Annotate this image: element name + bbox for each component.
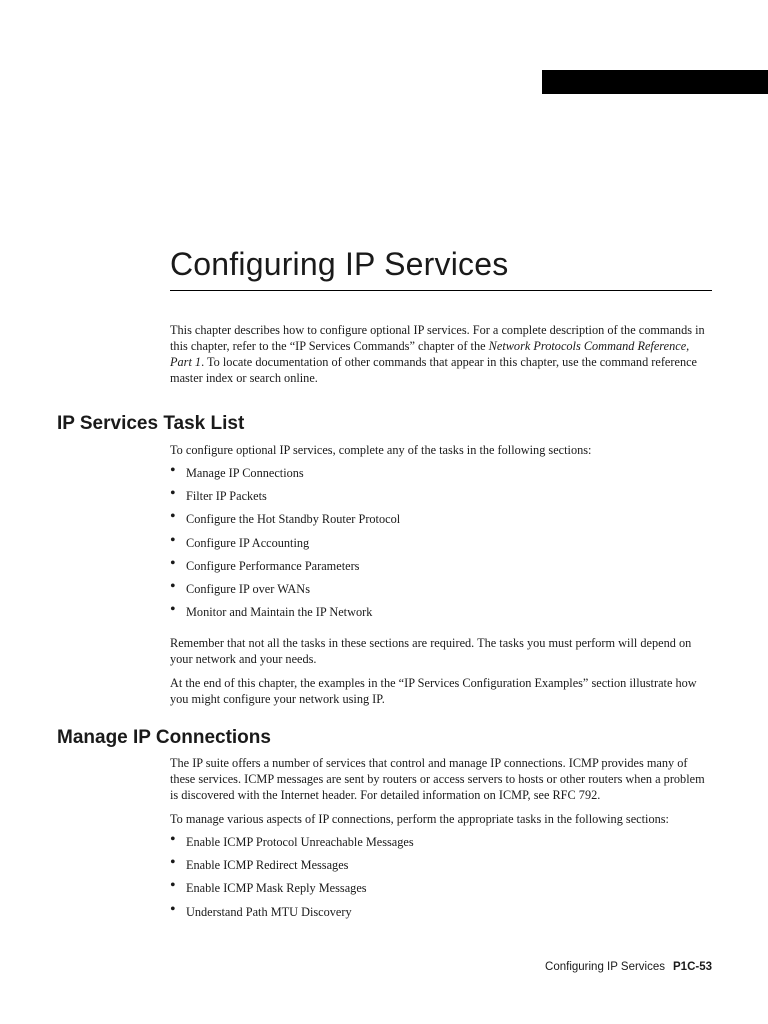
task-list-note: Remember that not all the tasks in these sections are required. The tasks you must perform will depend on your network and your needs.: [170, 636, 692, 667]
manage-ip-task-list: [170, 834, 710, 927]
list-item: • Enable ICMP Redirect Messages: [170, 857, 710, 880]
list-item: • Manage IP Connections: [170, 465, 710, 488]
list-item: • Filter IP Packets: [170, 488, 710, 511]
title-divider: [170, 290, 712, 291]
list-item: • Monitor and Maintain the IP Network: [170, 604, 710, 627]
list-item: • Understand Path MTU Discovery: [170, 904, 710, 927]
manage-ip-lead: To manage various aspects of IP connections, perform the appropriate tasks in the following sections:: [170, 812, 669, 826]
manage-ip-paragraph: The IP suite offers a number of services that control and manage IP connections. ICMP provides many of these services. ICMP messages are sent by routers or access servers to hosts or other routers when a problem is discovered with the Internet header. For detailed information on ICMP, see RFC 792.: [170, 756, 705, 802]
manage-ip-heading: Manage IP Connections: [57, 727, 271, 748]
task-list: [170, 465, 710, 627]
intro-paragraph: [170, 322, 710, 386]
list-item: • Configure Performance Parameters: [170, 558, 710, 581]
chapter-tab-bar: [542, 70, 768, 94]
page-footer: [545, 961, 712, 973]
manage-ip-section: [170, 755, 710, 935]
list-item: • Enable ICMP Protocol Unreachable Messages: [170, 834, 710, 857]
list-item: • Configure the Hot Standby Router Protocol: [170, 511, 710, 534]
footer-chapter: Configuring IP Services: [545, 961, 665, 973]
list-item: • Configure IP Accounting: [170, 535, 710, 558]
task-list-examples-note: At the end of this chapter, the examples in the “IP Services Configuration Examples” section illustrate how you might configure your network using IP.: [170, 676, 697, 707]
intro-book-title: Network Protocols Command Reference, Part 1: [170, 339, 690, 369]
intro-text-2: . To locate documentation of other commands that appear in this chapter, use the command reference master index or search online.: [170, 355, 698, 385]
task-list-lead: To configure optional IP services, complete any of the tasks in the following sections:: [170, 443, 592, 457]
intro-text-1: This chapter describes how to configure optional IP services. For a complete description of the commands in this chapter, refer to the “IP Services Commands” chapter of the: [170, 323, 705, 353]
page-title: Configuring IP Services: [170, 246, 509, 282]
task-list-heading: IP Services Task List: [57, 413, 245, 434]
task-list-section: [170, 442, 710, 715]
list-item: • Enable ICMP Mask Reply Messages: [170, 880, 710, 903]
list-item: • Configure IP over WANs: [170, 581, 710, 604]
page-number: P1C-53: [673, 961, 712, 973]
